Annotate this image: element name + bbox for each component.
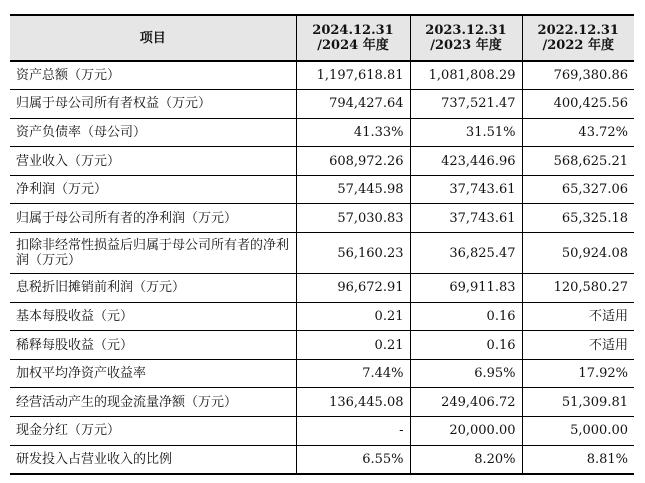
row-label: 净利润（万元） (10, 175, 296, 204)
value-2023: 0.16 (410, 302, 522, 331)
value-2023: 737,521.47 (410, 90, 522, 119)
value-2024: 57,445.98 (296, 175, 410, 204)
financial-data-table (10, 14, 634, 475)
value-2024: 608,972.26 (296, 147, 410, 176)
row-label: 扣除非经常性损益后归属于母公司所有者的净利润（万元） (10, 233, 296, 274)
value-2023: 20,000.00 (410, 417, 522, 446)
value-2022: 51,309.81 (522, 388, 634, 417)
header-2022-date: 2022.12.31 (537, 23, 619, 38)
row-label: 营业收入（万元） (10, 147, 296, 176)
value-2022: 65,327.06 (522, 175, 634, 204)
row-label: 稀释每股收益（元） (10, 331, 296, 360)
row-label: 经营活动产生的现金流量净额（万元） (10, 388, 296, 417)
table-row (10, 331, 634, 360)
header-2023 (410, 15, 522, 61)
value-2024: 7.44% (296, 359, 410, 388)
value-2023: 37,743.61 (410, 204, 522, 233)
row-label: 资产总额（万元） (10, 61, 296, 90)
value-2023: 1,081,808.29 (410, 61, 522, 90)
row-label: 归属于母公司所有者权益（万元） (10, 90, 296, 119)
header-2023-year: /2023 年度 (430, 38, 502, 53)
row-label: 加权平均净资产收益率 (10, 359, 296, 388)
value-2022: 568,625.21 (522, 147, 634, 176)
table-row (10, 302, 634, 331)
value-2023: 6.95% (410, 359, 522, 388)
value-2023: 37,743.61 (410, 175, 522, 204)
header-2023-date: 2023.12.31 (425, 23, 507, 38)
row-label: 现金分红（万元） (10, 417, 296, 446)
value-2023: 0.16 (410, 331, 522, 360)
value-2023: 249,406.72 (410, 388, 522, 417)
value-2022: 120,580.27 (522, 274, 634, 303)
header-2022-year: /2022 年度 (542, 38, 614, 53)
value-2024: 1,197,618.81 (296, 61, 410, 90)
table-row (10, 445, 634, 474)
value-2024: 794,427.64 (296, 90, 410, 119)
row-label: 研发投入占营业收入的比例 (10, 445, 296, 474)
row-label: 归属于母公司所有者的净利润（万元） (10, 204, 296, 233)
value-2024: 136,445.08 (296, 388, 410, 417)
value-2022: 400,425.56 (522, 90, 634, 119)
value-2023: 69,911.83 (410, 274, 522, 303)
header-2024 (296, 15, 410, 61)
value-2023: 36,825.47 (410, 233, 522, 274)
value-2022: 17.92% (522, 359, 634, 388)
value-2024: 0.21 (296, 331, 410, 360)
value-2022: 不适用 (522, 302, 634, 331)
value-2022: 不适用 (522, 331, 634, 360)
value-2022: 8.81% (522, 445, 634, 474)
value-2023: 423,446.96 (410, 147, 522, 176)
header-2022 (522, 15, 634, 61)
table-row (10, 204, 634, 233)
table-row (10, 147, 634, 176)
value-2022: 50,924.08 (522, 233, 634, 274)
table-row (10, 359, 634, 388)
table-row (10, 274, 634, 303)
value-2022: 5,000.00 (522, 417, 634, 446)
value-2023: 31.51% (410, 118, 522, 147)
table-row (10, 175, 634, 204)
value-2024: 6.55% (296, 445, 410, 474)
header-2024-date: 2024.12.31 (312, 23, 394, 38)
table-header-row (10, 15, 634, 61)
value-2024: 56,160.23 (296, 233, 410, 274)
table-row (10, 61, 634, 90)
table-row (10, 118, 634, 147)
value-2024: - (296, 417, 410, 446)
value-2024: 57,030.83 (296, 204, 410, 233)
table-row (10, 90, 634, 119)
value-2024: 41.33% (296, 118, 410, 147)
table-row (10, 417, 634, 446)
value-2024: 0.21 (296, 302, 410, 331)
table-row (10, 233, 634, 274)
row-label: 基本每股收益（元） (10, 302, 296, 331)
header-item: 项目 (10, 15, 296, 61)
value-2022: 65,325.18 (522, 204, 634, 233)
financial-table-container (10, 14, 634, 475)
value-2022: 43.72% (522, 118, 634, 147)
value-2023: 8.20% (410, 445, 522, 474)
row-label: 资产负债率（母公司） (10, 118, 296, 147)
table-row (10, 388, 634, 417)
header-2024-year: /2024 年度 (317, 38, 389, 53)
row-label: 息税折旧摊销前利润（万元） (10, 274, 296, 303)
value-2024: 96,672.91 (296, 274, 410, 303)
value-2022: 769,380.86 (522, 61, 634, 90)
